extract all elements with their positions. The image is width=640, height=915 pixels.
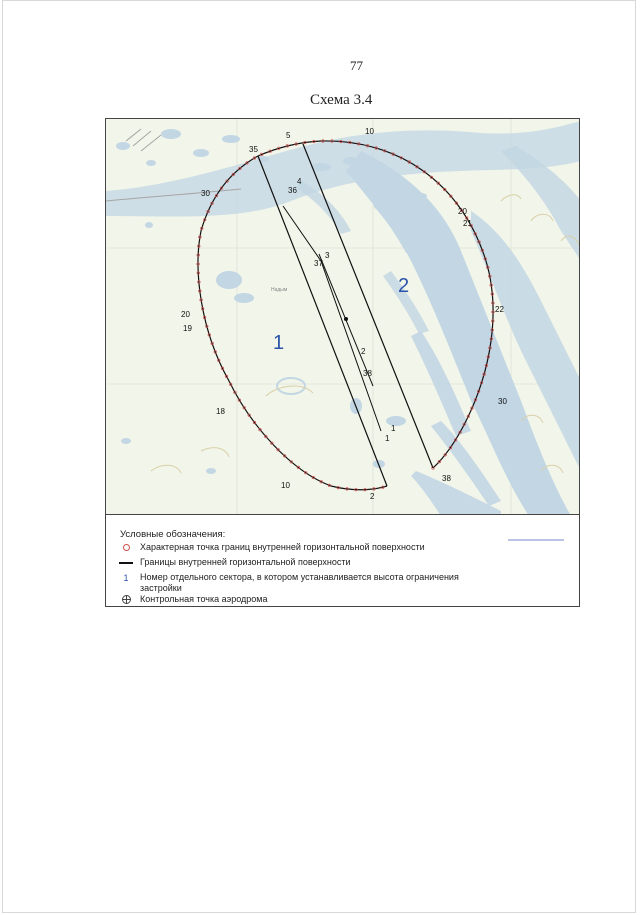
point-marker-icon (118, 542, 134, 553)
sector-number-icon: 1 (123, 572, 129, 583)
legend-title: Условные обозначения: (120, 529, 226, 540)
legend-item-point (118, 542, 480, 553)
point-label-p10-bottom: 10 (281, 481, 290, 490)
point-label-p3: 3 (325, 251, 330, 260)
point-label-p20-left: 20 (181, 310, 190, 319)
legend-text-point: Характерная точка границ внутренней горизонтальной поверхности (140, 542, 425, 552)
map-frame (105, 118, 580, 515)
sector-2-number: 2 (398, 275, 410, 297)
point-label-p38-bottom: 38 (442, 474, 451, 483)
point-label-p36: 36 (288, 186, 297, 195)
legend-item-boundary (118, 557, 480, 568)
scheme-title: Схема 3.4 (310, 92, 373, 108)
page-number: 77 (350, 58, 363, 73)
point-label-p5: 5 (286, 131, 291, 140)
point-label-p18: 18 (216, 407, 225, 416)
point-label-p35: 35 (249, 145, 258, 154)
boundary-line-icon (118, 557, 134, 568)
sector-1-number: 1 (273, 332, 285, 354)
legend-text-sector: Номер отдельного сектора, в котором устанавливается высота ограничения застройки (140, 572, 459, 593)
legend-color-swatch (508, 539, 564, 541)
point-label-p4: 4 (297, 177, 302, 186)
point-label-p20-right: 20 (458, 207, 467, 216)
aerodrome-control-point-icon (118, 594, 134, 605)
point-label-p21: 21 (463, 219, 472, 228)
point-label-p19: 19 (183, 324, 192, 333)
point-label-p2-mid: 2 (361, 347, 366, 356)
aerodrome-control-point (344, 317, 348, 321)
point-label-p30-left: 30 (201, 189, 210, 198)
point-label-p22: 22 (495, 305, 504, 314)
legend-text-control-point: Контрольная точка аэродрома (140, 594, 268, 604)
map-canvas (106, 119, 580, 515)
point-label-p1-right: 1 (391, 424, 396, 433)
point-label-p2-bottom: 2 (370, 492, 375, 501)
legend-text-boundary: Границы внутренней горизонтальной поверхности (140, 557, 351, 567)
point-label-p1-left: 1 (385, 434, 390, 443)
legend (105, 515, 580, 607)
point-label-p30-right: 30 (498, 397, 507, 406)
point-label-p37: 37 (314, 259, 323, 268)
map-settlement-label: Надым (271, 287, 288, 293)
point-label-p38-mid: 38 (363, 369, 372, 378)
point-label-p10-top: 10 (365, 127, 374, 136)
legend-item-control-point (118, 594, 480, 605)
legend-item-sector (118, 572, 480, 594)
